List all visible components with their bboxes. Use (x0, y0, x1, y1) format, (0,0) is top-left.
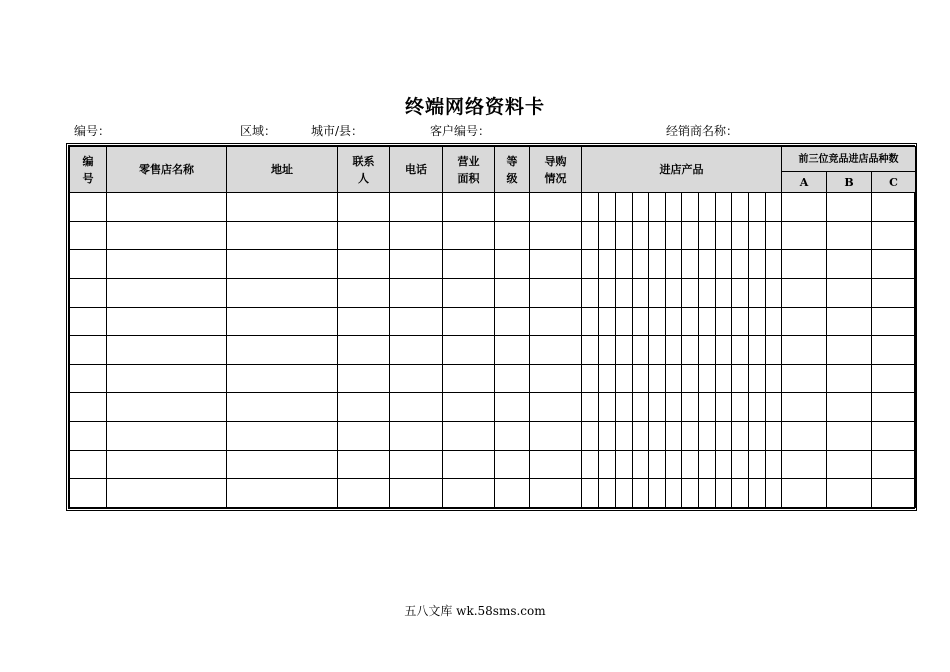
table-cell[interactable] (666, 393, 682, 422)
table-cell[interactable] (732, 422, 749, 451)
table-cell[interactable] (495, 393, 530, 422)
table-cell[interactable] (70, 307, 107, 336)
table-cell[interactable] (443, 221, 495, 250)
table-cell[interactable] (682, 479, 699, 508)
table-cell[interactable] (782, 450, 827, 479)
table-cell[interactable] (338, 336, 390, 365)
table-cell[interactable] (782, 193, 827, 222)
table-cell[interactable] (716, 307, 732, 336)
table-cell[interactable] (649, 193, 666, 222)
table-cell[interactable] (227, 278, 338, 307)
table-cell[interactable] (495, 364, 530, 393)
table-cell[interactable] (732, 193, 749, 222)
table-cell[interactable] (495, 278, 530, 307)
table-cell[interactable] (616, 193, 633, 222)
table-cell[interactable] (616, 221, 633, 250)
table-cell[interactable] (766, 450, 782, 479)
table-cell[interactable] (749, 250, 766, 279)
table-cell[interactable] (582, 393, 599, 422)
table-cell[interactable] (749, 393, 766, 422)
table-cell[interactable] (766, 250, 782, 279)
table-cell[interactable] (530, 336, 582, 365)
table-cell[interactable] (716, 450, 732, 479)
table-cell[interactable] (782, 364, 827, 393)
table-cell[interactable] (666, 479, 682, 508)
table-cell[interactable] (827, 250, 872, 279)
table-cell[interactable] (782, 336, 827, 365)
table-cell[interactable] (716, 364, 732, 393)
table-cell[interactable] (872, 193, 916, 222)
table-cell[interactable] (872, 250, 916, 279)
table-cell[interactable] (616, 479, 633, 508)
table-cell[interactable] (616, 450, 633, 479)
table-cell[interactable] (682, 422, 699, 451)
table-cell[interactable] (107, 250, 227, 279)
table-cell[interactable] (495, 193, 530, 222)
table-cell[interactable] (390, 450, 443, 479)
table-row (70, 422, 916, 451)
table-cell[interactable] (766, 221, 782, 250)
table-cell[interactable] (227, 307, 338, 336)
table-cell[interactable] (530, 250, 582, 279)
table-cell[interactable] (599, 393, 616, 422)
table-cell[interactable] (616, 307, 633, 336)
table-cell[interactable] (732, 364, 749, 393)
table-cell[interactable] (766, 307, 782, 336)
table-cell[interactable] (443, 479, 495, 508)
table-cell[interactable] (599, 193, 616, 222)
table-cell[interactable] (872, 336, 916, 365)
table-cell[interactable] (495, 422, 530, 451)
table-cell[interactable] (716, 221, 732, 250)
table-cell[interactable] (582, 336, 599, 365)
table-cell[interactable] (443, 307, 495, 336)
table-cell[interactable] (749, 336, 766, 365)
table-cell[interactable] (782, 307, 827, 336)
table-cell[interactable] (649, 479, 666, 508)
table-cell[interactable] (633, 479, 649, 508)
table-cell[interactable] (732, 278, 749, 307)
table-cell[interactable] (666, 364, 682, 393)
table-cell[interactable] (633, 278, 649, 307)
table-cell[interactable] (338, 250, 390, 279)
table-cell[interactable] (530, 193, 582, 222)
table-row (70, 336, 916, 365)
table-cell[interactable] (682, 250, 699, 279)
table-cell[interactable] (495, 450, 530, 479)
table-cell[interactable] (699, 336, 716, 365)
table-cell[interactable] (766, 364, 782, 393)
table-cell[interactable] (872, 307, 916, 336)
table-cell[interactable] (616, 422, 633, 451)
table-row (70, 364, 916, 393)
table-cell[interactable] (872, 393, 916, 422)
table-cell[interactable] (70, 221, 107, 250)
header-contact: 联系 人 (338, 147, 390, 193)
table-cell[interactable] (682, 450, 699, 479)
table-cell[interactable] (749, 450, 766, 479)
table-cell[interactable] (699, 278, 716, 307)
table-cell[interactable] (633, 307, 649, 336)
table-cell[interactable] (766, 193, 782, 222)
table-cell[interactable] (872, 450, 916, 479)
table-row (70, 307, 916, 336)
terminal-network-table (66, 143, 917, 511)
table-cell[interactable] (732, 479, 749, 508)
header-comp-b: B (827, 172, 872, 193)
table-cell[interactable] (107, 221, 227, 250)
table-cell[interactable] (749, 307, 766, 336)
footer-watermark: 五八文库 wk.58sms.com (404, 604, 546, 618)
table-cell[interactable] (582, 364, 599, 393)
table-cell[interactable] (107, 307, 227, 336)
table-cell[interactable] (766, 278, 782, 307)
form-title: 终端网络资料卡 (404, 96, 545, 118)
table-cell[interactable] (582, 450, 599, 479)
table-cell[interactable] (495, 479, 530, 508)
table-cell[interactable] (699, 250, 716, 279)
table-cell[interactable] (827, 450, 872, 479)
table-cell[interactable] (443, 193, 495, 222)
table-cell[interactable] (599, 221, 616, 250)
table-cell[interactable] (107, 393, 227, 422)
table-cell[interactable] (716, 422, 732, 451)
table-cell[interactable] (107, 422, 227, 451)
header-competitor: 前三位竞品进店品种数 (782, 147, 916, 172)
header-comp-c: C (872, 172, 916, 193)
table-cell[interactable] (749, 422, 766, 451)
table-cell[interactable] (827, 422, 872, 451)
table-body (70, 193, 916, 508)
table-cell[interactable] (766, 422, 782, 451)
table-cell[interactable] (716, 393, 732, 422)
table-cell[interactable] (530, 479, 582, 508)
table-cell[interactable] (699, 193, 716, 222)
table-cell[interactable] (827, 307, 872, 336)
table-cell[interactable] (599, 364, 616, 393)
table-row (70, 278, 916, 307)
table-cell[interactable] (107, 278, 227, 307)
table-cell[interactable] (443, 422, 495, 451)
table-cell[interactable] (582, 278, 599, 307)
table-cell[interactable] (782, 479, 827, 508)
table-cell[interactable] (872, 422, 916, 451)
table-cell[interactable] (530, 307, 582, 336)
table-cell[interactable] (782, 393, 827, 422)
table-cell[interactable] (633, 336, 649, 365)
table-cell[interactable] (666, 193, 682, 222)
table-cell[interactable] (338, 450, 390, 479)
table-row (70, 393, 916, 422)
table-cell[interactable] (827, 393, 872, 422)
table-cell[interactable] (582, 250, 599, 279)
table-cell[interactable] (227, 250, 338, 279)
table-cell[interactable] (633, 450, 649, 479)
data-table (69, 146, 916, 508)
header-products: 进店产品 (582, 147, 782, 193)
table-cell[interactable] (390, 307, 443, 336)
table-cell[interactable] (749, 193, 766, 222)
city-label: 城市/县： (311, 124, 364, 138)
table-cell[interactable] (495, 250, 530, 279)
table-cell[interactable] (682, 393, 699, 422)
table-cell[interactable] (616, 393, 633, 422)
table-row (70, 450, 916, 479)
table-cell[interactable] (649, 278, 666, 307)
table-cell[interactable] (227, 336, 338, 365)
table-cell[interactable] (633, 221, 649, 250)
table-cell[interactable] (107, 364, 227, 393)
table-cell[interactable] (227, 422, 338, 451)
table-cell[interactable] (649, 422, 666, 451)
table-cell[interactable] (227, 364, 338, 393)
table-cell[interactable] (872, 221, 916, 250)
table-cell[interactable] (682, 193, 699, 222)
table-cell[interactable] (107, 336, 227, 365)
table-cell[interactable] (872, 479, 916, 508)
table-cell[interactable] (530, 393, 582, 422)
table-cell[interactable] (227, 193, 338, 222)
table-cell[interactable] (682, 364, 699, 393)
table-cell[interactable] (443, 393, 495, 422)
table-cell[interactable] (749, 278, 766, 307)
table-cell[interactable] (766, 393, 782, 422)
table-cell[interactable] (530, 422, 582, 451)
table-cell[interactable] (827, 193, 872, 222)
table-cell[interactable] (70, 278, 107, 307)
table-cell[interactable] (443, 364, 495, 393)
table-cell[interactable] (70, 364, 107, 393)
table-cell[interactable] (716, 250, 732, 279)
header-store-name: 零售店名称 (107, 147, 227, 193)
table-cell[interactable] (443, 336, 495, 365)
table-cell[interactable] (599, 307, 616, 336)
table-cell[interactable] (443, 278, 495, 307)
table-cell[interactable] (582, 307, 599, 336)
table-cell[interactable] (633, 422, 649, 451)
customer-number-label: 客户编号： (430, 124, 491, 138)
table-cell[interactable] (227, 221, 338, 250)
header-phone: 电话 (390, 147, 443, 193)
table-cell[interactable] (70, 422, 107, 451)
table-cell[interactable] (530, 221, 582, 250)
table-cell[interactable] (649, 450, 666, 479)
table-cell[interactable] (338, 393, 390, 422)
table-cell[interactable] (390, 422, 443, 451)
table-cell[interactable] (699, 393, 716, 422)
table-cell[interactable] (699, 422, 716, 451)
table-cell[interactable] (666, 450, 682, 479)
table-cell[interactable] (390, 250, 443, 279)
table-cell[interactable] (530, 278, 582, 307)
table-cell[interactable] (766, 479, 782, 508)
table-cell[interactable] (227, 479, 338, 508)
table-cell[interactable] (666, 250, 682, 279)
table-row (70, 479, 916, 508)
table-cell[interactable] (390, 479, 443, 508)
table-cell[interactable] (599, 336, 616, 365)
table-cell[interactable] (699, 307, 716, 336)
table-cell[interactable] (682, 221, 699, 250)
table-cell[interactable] (338, 364, 390, 393)
table-cell[interactable] (70, 450, 107, 479)
table-cell[interactable] (633, 364, 649, 393)
table-cell[interactable] (390, 364, 443, 393)
table-cell[interactable] (390, 278, 443, 307)
header-business-area: 营业 面积 (443, 147, 495, 193)
table-cell[interactable] (682, 278, 699, 307)
table-cell[interactable] (599, 450, 616, 479)
table-cell[interactable] (666, 336, 682, 365)
table-cell[interactable] (70, 393, 107, 422)
table-cell[interactable] (338, 479, 390, 508)
table-cell[interactable] (599, 479, 616, 508)
table-cell[interactable] (649, 250, 666, 279)
header-address: 地址 (227, 147, 338, 193)
header-guide: 导购 情况 (530, 147, 582, 193)
table-cell[interactable] (582, 422, 599, 451)
region-label: 区域： (240, 124, 277, 138)
table-cell[interactable] (530, 450, 582, 479)
table-cell[interactable] (716, 193, 732, 222)
table-cell[interactable] (633, 193, 649, 222)
table-cell[interactable] (782, 250, 827, 279)
table-cell[interactable] (633, 393, 649, 422)
table-cell[interactable] (70, 250, 107, 279)
table-cell[interactable] (699, 221, 716, 250)
table-cell[interactable] (732, 250, 749, 279)
table-cell[interactable] (338, 422, 390, 451)
table-cell[interactable] (443, 250, 495, 279)
table-cell[interactable] (716, 479, 732, 508)
table-cell[interactable] (666, 221, 682, 250)
table-cell[interactable] (495, 307, 530, 336)
table-cell[interactable] (633, 250, 649, 279)
table-cell[interactable] (107, 193, 227, 222)
table-cell[interactable] (749, 221, 766, 250)
table-cell[interactable] (616, 250, 633, 279)
table-cell[interactable] (732, 393, 749, 422)
table-cell[interactable] (649, 336, 666, 365)
table-cell[interactable] (495, 336, 530, 365)
table-cell[interactable] (872, 364, 916, 393)
table-cell[interactable] (107, 479, 227, 508)
table-cell[interactable] (872, 278, 916, 307)
table-cell[interactable] (495, 221, 530, 250)
table-cell[interactable] (699, 364, 716, 393)
table-cell[interactable] (649, 307, 666, 336)
table-cell[interactable] (666, 278, 682, 307)
table-cell[interactable] (390, 393, 443, 422)
table-cell[interactable] (649, 393, 666, 422)
header-comp-a: A (782, 172, 827, 193)
table-cell[interactable] (582, 193, 599, 222)
table-cell[interactable] (338, 193, 390, 222)
table-cell[interactable] (732, 221, 749, 250)
table-cell[interactable] (530, 364, 582, 393)
table-cell[interactable] (227, 393, 338, 422)
table-cell[interactable] (782, 221, 827, 250)
table-cell[interactable] (582, 221, 599, 250)
table-cell[interactable] (70, 193, 107, 222)
table-cell[interactable] (699, 450, 716, 479)
table-cell[interactable] (749, 479, 766, 508)
table-cell[interactable] (582, 479, 599, 508)
table-cell[interactable] (682, 307, 699, 336)
table-cell[interactable] (616, 336, 633, 365)
table-cell[interactable] (390, 336, 443, 365)
header-serial: 编 号 (70, 147, 107, 193)
table-cell[interactable] (699, 479, 716, 508)
number-label: 编号： (74, 124, 111, 138)
table-cell[interactable] (649, 221, 666, 250)
table-cell[interactable] (107, 450, 227, 479)
table-cell[interactable] (599, 250, 616, 279)
table-cell[interactable] (666, 422, 682, 451)
table-cell[interactable] (766, 336, 782, 365)
table-cell[interactable] (599, 422, 616, 451)
table-cell[interactable] (338, 307, 390, 336)
table-cell[interactable] (732, 307, 749, 336)
table-row (70, 221, 916, 250)
table-cell[interactable] (732, 450, 749, 479)
table-cell[interactable] (390, 193, 443, 222)
table-cell[interactable] (227, 450, 338, 479)
table-cell[interactable] (827, 364, 872, 393)
table-cell[interactable] (70, 479, 107, 508)
table-cell[interactable] (70, 336, 107, 365)
table-cell[interactable] (616, 364, 633, 393)
table-cell[interactable] (782, 422, 827, 451)
table-cell[interactable] (599, 278, 616, 307)
table-cell[interactable] (338, 221, 390, 250)
table-cell[interactable] (827, 479, 872, 508)
table-cell[interactable] (749, 364, 766, 393)
table-cell[interactable] (666, 307, 682, 336)
table-cell[interactable] (827, 278, 872, 307)
table-cell[interactable] (827, 221, 872, 250)
header-grade: 等 级 (495, 147, 530, 193)
table-cell[interactable] (443, 450, 495, 479)
table-cell[interactable] (732, 336, 749, 365)
table-cell[interactable] (616, 278, 633, 307)
table-row (70, 250, 916, 279)
table-cell[interactable] (338, 278, 390, 307)
table-cell[interactable] (649, 364, 666, 393)
table-cell[interactable] (390, 221, 443, 250)
table-cell[interactable] (716, 336, 732, 365)
table-row (70, 193, 916, 222)
table-cell[interactable] (682, 336, 699, 365)
dealer-name-label: 经销商名称： (666, 124, 739, 138)
table-cell[interactable] (782, 278, 827, 307)
table-cell[interactable] (827, 336, 872, 365)
table-cell[interactable] (716, 278, 732, 307)
